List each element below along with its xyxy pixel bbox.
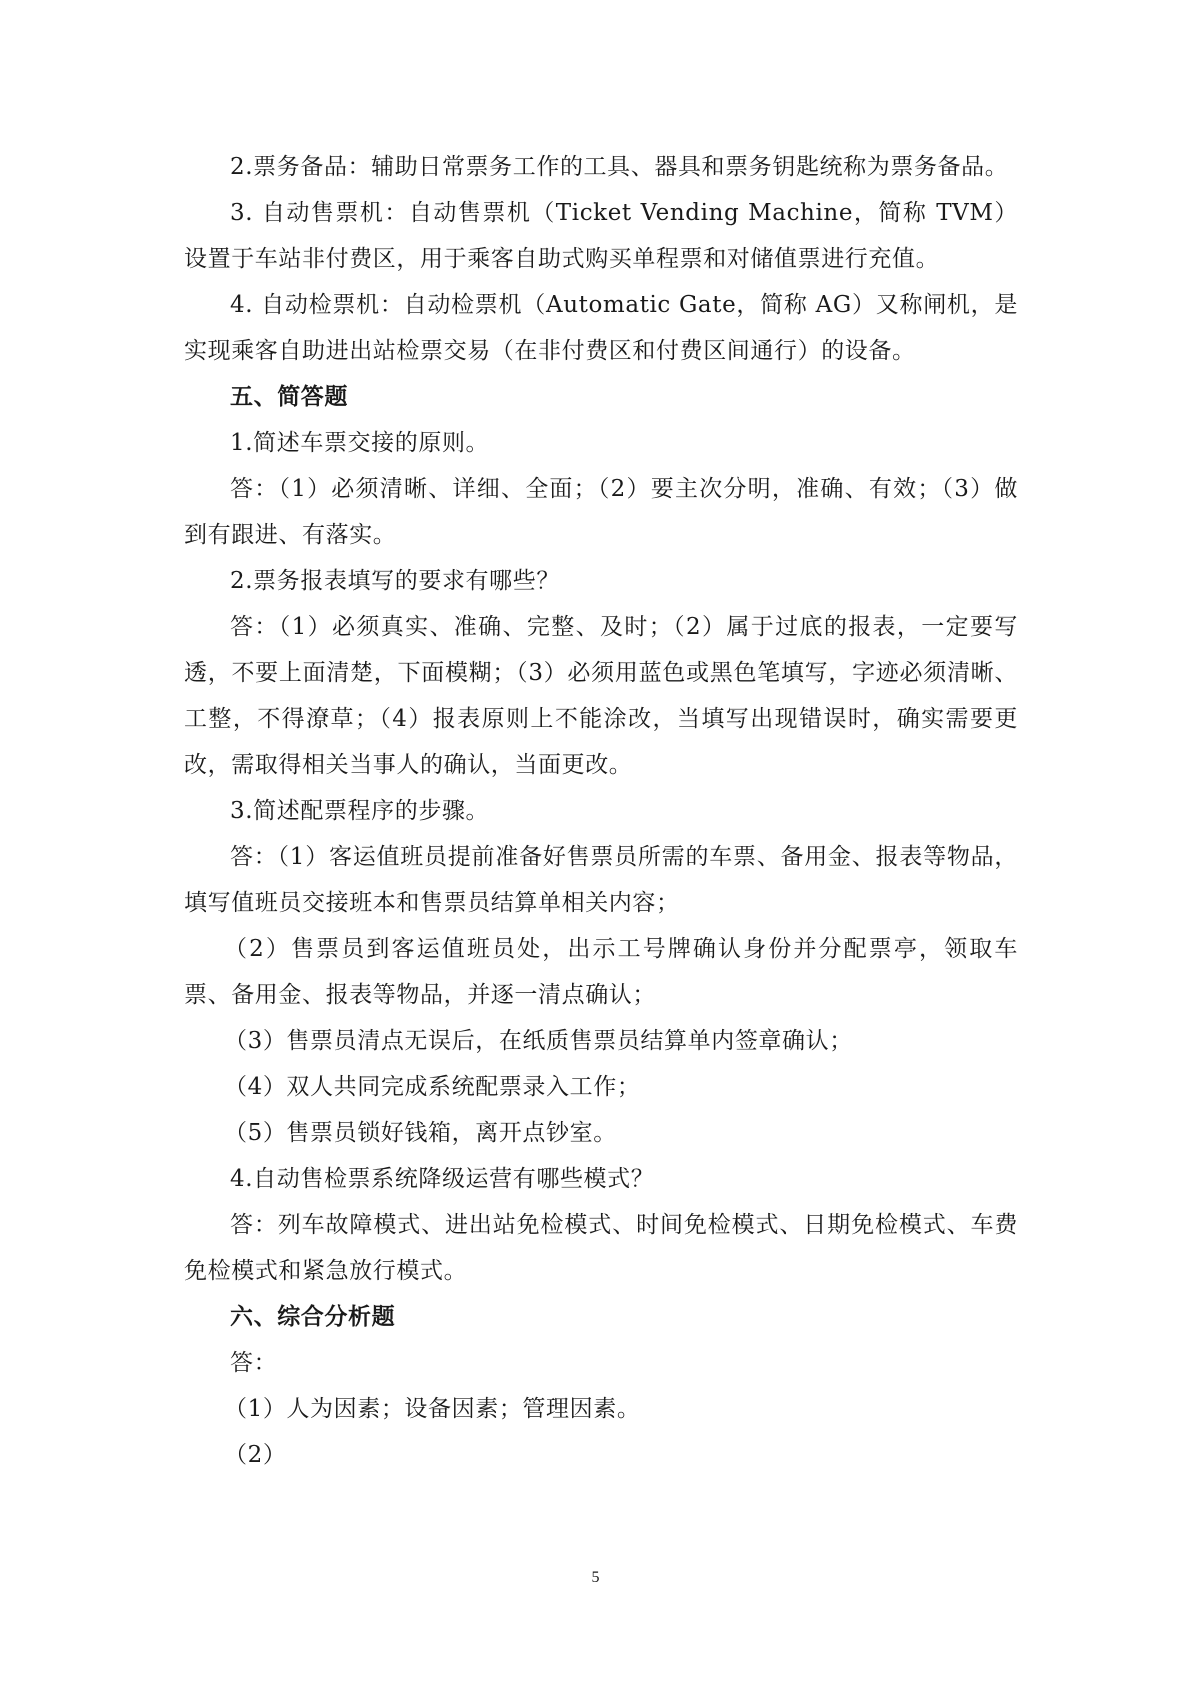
- section-heading-analysis: 六、综合分析题: [230, 1303, 396, 1330]
- document-body: [184, 144, 1018, 1478]
- answer-3-step-4: （4）双人共同完成系统配票录入工作；: [224, 1074, 641, 1100]
- analysis-answer-label: 答：: [230, 1350, 278, 1376]
- page-number: 5: [591, 1569, 600, 1586]
- paragraph-term-tvm: 3. 自动售票机：自动售票机（Ticket Vending Machine，简称 TVM）设置于车站非付费区，用于乘客自助式购买单程票和对储值票进行充值。: [184, 200, 1018, 272]
- paragraph-term-ticket-spares: 2.票务备品：辅助日常票务工作的工具、器具和票务钥匙统称为票务备品。: [230, 154, 1009, 180]
- question-4: 4.自动售检票系统降级运营有哪些模式？: [230, 1166, 655, 1192]
- answer-1: 答：（1）必须清晰、详细、全面；（2）要主次分明，准确、有效；（3）做到有跟进、有落实。: [184, 476, 1018, 548]
- question-1: 1.简述车票交接的原则。: [230, 430, 490, 456]
- answer-3-step-5: （5）售票员锁好钱箱，离开点钞室。: [224, 1120, 617, 1146]
- analysis-answer-2: （2）: [224, 1442, 287, 1468]
- answer-2: 答：（1）必须真实、准确、完整、及时；（2）属于过底的报表，一定要写透，不要上面清楚，下面模糊；（3）必须用蓝色或黑色笔填写，字迹必须清晰、工整，不得潦草；（4）报表原则上不能涂改，当填写出现错误时，确实需要更改，需取得相关当事人的确认，当面更改。: [184, 614, 1018, 778]
- analysis-answer-1: （1）人为因素；设备因素；管理因素。: [224, 1396, 641, 1422]
- answer-3-step-3: （3）售票员清点无误后，在纸质售票员结算单内签章确认；: [224, 1028, 853, 1054]
- question-3: 3.简述配票程序的步骤。: [230, 798, 490, 824]
- question-2: 2.票务报表填写的要求有哪些？: [230, 568, 560, 594]
- section-heading-short-answer: 五、简答题: [230, 383, 348, 410]
- paragraph-term-ag: 4. 自动检票机：自动检票机（Automatic Gate，简称 AG）又称闸机，是实现乘客自助进出站检票交易（在非付费区和付费区间通行）的设备。: [184, 292, 1018, 364]
- answer-3-step-1: 答：（1）客运值班员提前准备好售票员所需的车票、备用金、报表等物品，填写值班员交接班本和售票员结算单相关内容；: [184, 844, 1018, 916]
- answer-4: 答：列车故障模式、进出站免检模式、时间免检模式、日期免检模式、车费免检模式和紧急放行模式。: [184, 1212, 1018, 1284]
- answer-3-step-2: （2）售票员到客运值班员处，出示工号牌确认身份并分配票亭，领取车票、备用金、报表等物品，并逐一清点确认；: [184, 936, 1018, 1008]
